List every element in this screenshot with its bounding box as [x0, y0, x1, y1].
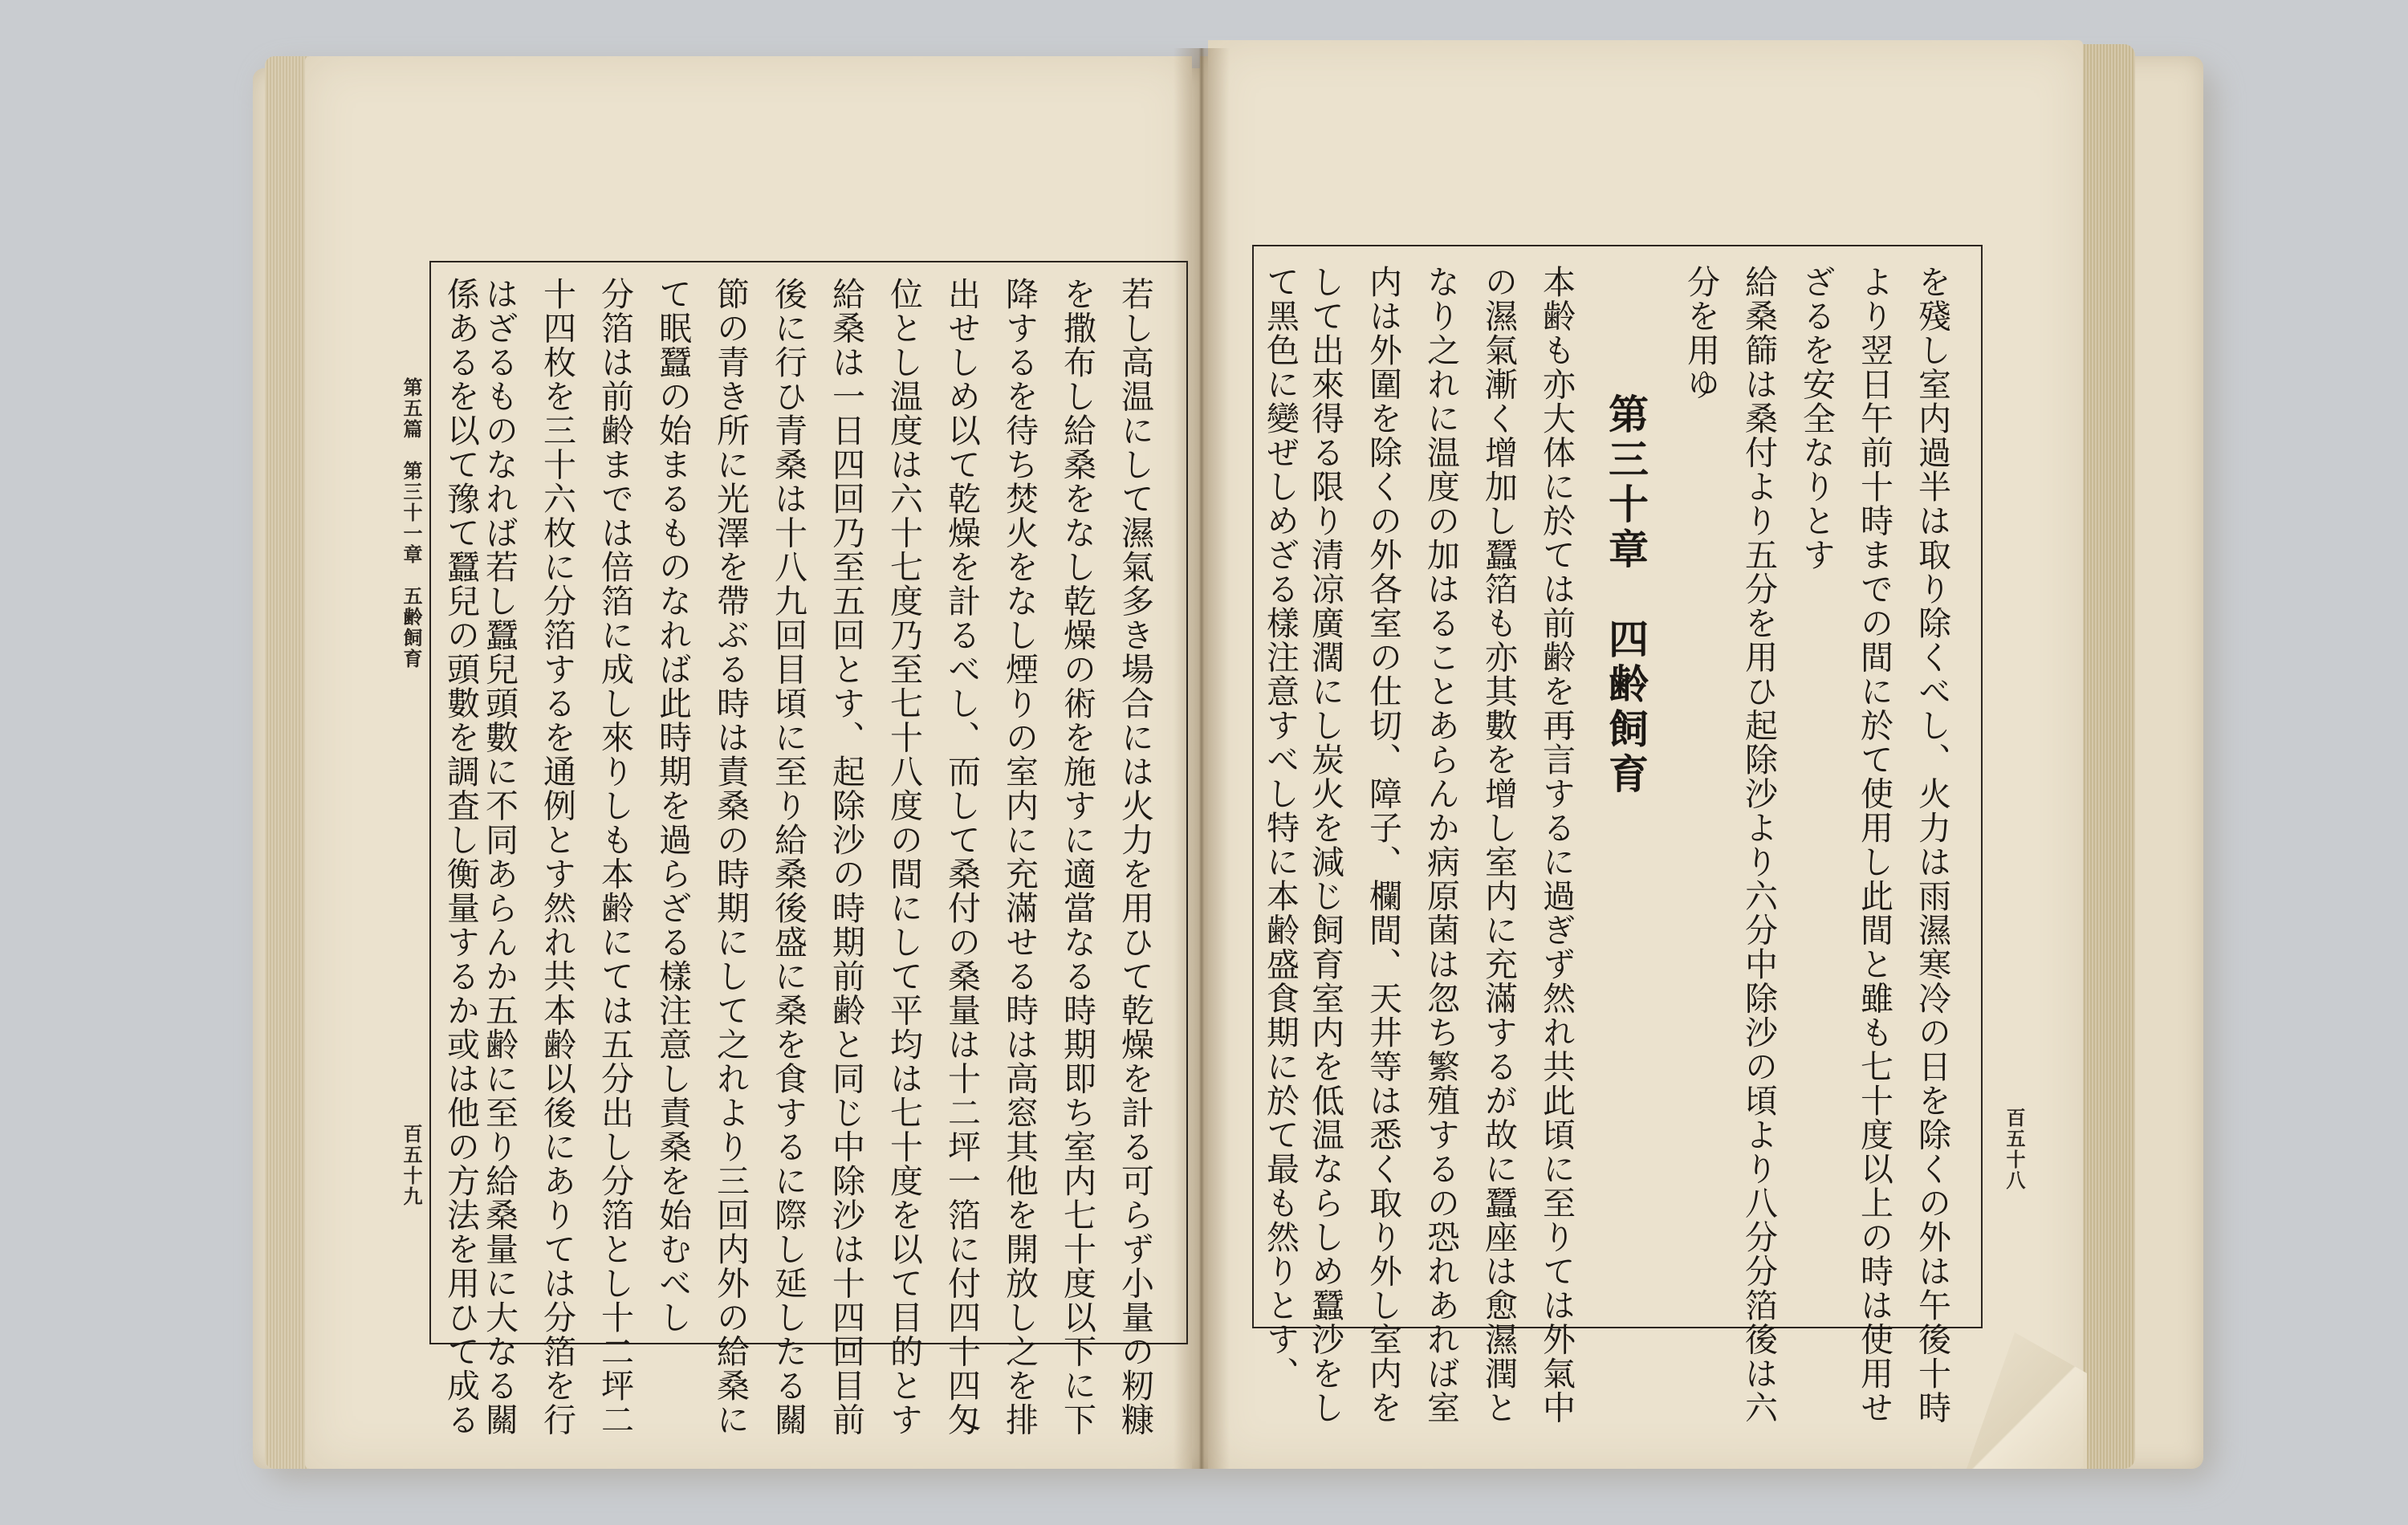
text-column: ざるを安全なりとす [1797, 265, 1836, 572]
text-column: より翌日午前十時までの間に於て使用し此間と雖も七十度以上の時は使用せ [1855, 265, 1893, 1425]
text-column: て眠蠶の始まるものなれば此時期を過らざる樣注意し責桑を始むべし [653, 277, 692, 1335]
text-column: 内は外圍を除くの外各室の仕切、障子、欄間、天井等は悉く取り外し室内を [1364, 265, 1402, 1425]
text-column: はざるものなれば若し蠶兒頭數に不同あらんか五齢に至り給桑量に大なる關 [480, 277, 519, 1437]
text-column: 給桑は一日四回乃至五回とす、起除沙の時期前齢と同じ中除沙は十四回目前 [827, 277, 865, 1437]
text-column: 分を用ゆ [1682, 265, 1720, 401]
page-number-left: 百五十九 [400, 1124, 423, 1207]
page-edges-right [2079, 44, 2135, 1469]
text-column: を撒布し給桑をなし乾燥の術を施すに適當なる時期即ち室内七十度以下に下 [1058, 277, 1096, 1437]
text-column: 出せしめ以て乾燥を計るべし、而して桑付の桑量は十二坪一箔に付四十四匁 [942, 277, 981, 1437]
page-number-right: 百五十八 [2003, 1108, 2026, 1191]
text-column: して出來得る限り清凉廣濶にし炭火を減じ飼育室内を低温ならしめ蠶沙をし [1306, 265, 1344, 1425]
text-column: を殘し室内過半は取り除くべし、火力は雨濕寒冷の日を除くの外は午後十時 [1913, 265, 1951, 1425]
text-column: 節の青き所に光澤を帶ぶる時は責桑の時期にして之れより三回内外の給桑に [711, 277, 750, 1437]
running-head: 第五篇 第三十一章 五齢飼育 [400, 377, 423, 669]
text-column: 分箔は前齢までは倍箔に成し來りしも本齢にては五分出し分箔とし十二坪二 [596, 277, 634, 1437]
chapter-title: 第三十章 四齢飼育 [1602, 393, 1649, 798]
text-column: なり之れに温度の加はることあらんか病原菌は忽ち繁殖するの恐れあれば室 [1422, 265, 1460, 1425]
text-column: 本齢も亦大体に於ては前齢を再言するに過ぎず然れ共此頃に至りては外氣中 [1537, 265, 1576, 1425]
text-column: 十四枚を三十六枚に分箔するを通例とす然れ共本齢以後にありては分箔を行 [538, 277, 576, 1437]
text-column: て黑色に變ぜしめざる樣注意すべし特に本齢盛食期に於て最も然りとす、 [1261, 265, 1300, 1391]
text-column: 降するを待ち焚火をなし煙りの室内に充滿せる時は高窓其他を開放し之を排 [1000, 277, 1039, 1437]
text-column: 係あるを以て豫て蠶兒の頭數を調査し衡量するか或は他の方法を用ひて成る [441, 277, 480, 1437]
text-column: 位とし温度は六十七度乃至七十八度の間にして平均は七十度を以て目的とす [885, 277, 923, 1437]
text-column: 若し高温にして濕氣多き場合には火力を用ひて乾燥を計る可らず小量の籾糠 [1116, 277, 1154, 1437]
text-column: の濕氣漸く增加し蠶箔も亦其數を增し室内に充滿するが故に蠶座は愈濕潤と [1479, 265, 1518, 1425]
text-column: 給桑篩は桑付より五分を用ひ起除沙より六分中除沙の頃より八分分箔後は六 [1739, 265, 1778, 1425]
text-column: 後に行ひ青桑は十八九回目頃に至り給桑後盛に桑を食するに際し延したる關 [769, 277, 807, 1437]
